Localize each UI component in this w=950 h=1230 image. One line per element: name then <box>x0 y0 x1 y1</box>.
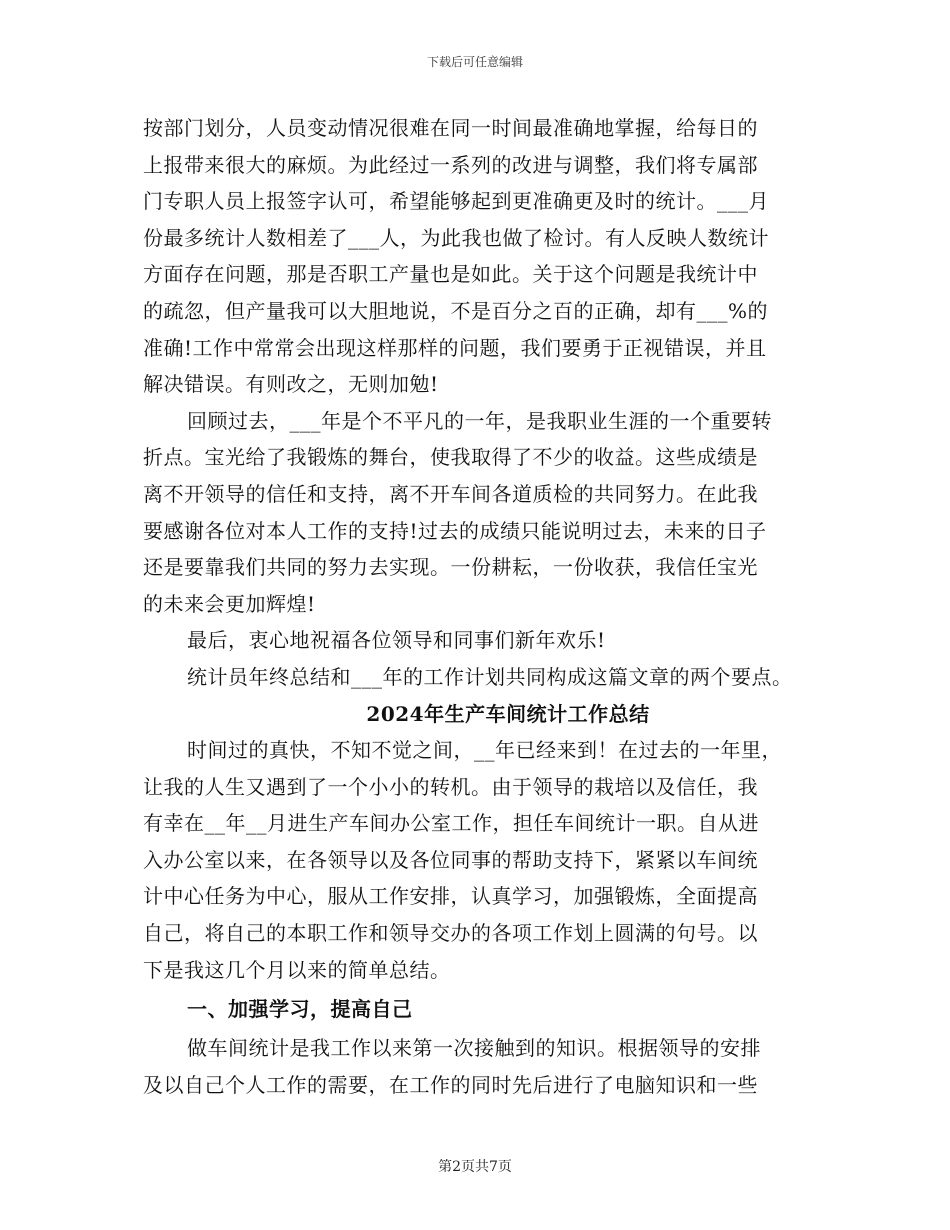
article-title: 2024年生产车间统计工作总结 <box>366 701 650 726</box>
text-line: 要感谢各位对本人工作的支持!过去的成绩只能说明过去，未来的日子 <box>143 518 767 543</box>
text-line: 入办公室以来，在各领导以及各位同事的帮助支持下，紧紧以车间统 <box>143 847 758 872</box>
text-line: 的疏忽，但产量我可以大胆地说，不是百分之百的正确，却有___%的 <box>143 298 769 323</box>
document-body <box>143 110 843 1103</box>
text-line: 折点。宝光给了我锻炼的舞台，使我取得了不少的收益。这些成绩是 <box>143 445 758 470</box>
text-line: 做车间统计是我工作以来第一次接触到的知识。根据领导的安排 <box>187 1036 761 1061</box>
text-line: 有幸在__年__月进生产车间办公室工作，担任车间统计一职。自从进 <box>143 811 759 836</box>
summary-line: 统计员年终总结和___年的工作计划共同构成这篇文章的两个要点。 <box>187 664 793 689</box>
page-indicator: 第2页共7页 <box>438 1159 512 1175</box>
text-line: 按部门划分，人员变动情况很难在同一时间最准确地掌握，给每日的 <box>143 116 758 140</box>
closing-line: 最后，衷心地祝福各位领导和同事们新年欢乐! <box>187 628 606 653</box>
text-line: 离不开领导的信任和支持，离不开车间各道质检的共同努力。在此我 <box>143 481 758 506</box>
paragraph-review <box>143 403 843 623</box>
paragraph-intro <box>143 732 843 988</box>
text-line: 还是要靠我们共同的努力去实现。一份耕耘，一份收获，我信任宝光 <box>143 555 758 580</box>
page-header-note: 下载后可任意编辑 <box>426 55 523 69</box>
text-line: 门专职人员上报签字认可，希望能够起到更准确更及时的统计。___月 <box>143 189 769 214</box>
text-line: 份最多统计人数相差了___人，为此我也做了检讨。有人反映人数统计 <box>143 225 769 250</box>
text-line: 回顾过去，___年是个不平凡的一年，是我职业生涯的一个重要转 <box>187 408 772 433</box>
text-line: 及以自己个人工作的需要，在工作的同时先后进行了电脑知识和一些 <box>143 1072 758 1097</box>
text-line: 上报带来很大的麻烦。为此经过一系列的改进与调整，我们将专属部 <box>143 152 758 177</box>
text-line: 下是我这几个月以来的简单总结。 <box>143 957 451 982</box>
text-line: 的未来会更加辉煌! <box>143 591 316 616</box>
text-line: 让我的人生又遇到了一个小小的转机。由于领导的栽培以及信任，我 <box>143 774 758 799</box>
section-heading: 一、加强学习，提高自己 <box>187 997 413 1022</box>
paragraph-study <box>143 1030 843 1103</box>
text-line: 解决错误。有则改之，无则加勉! <box>143 372 439 397</box>
text-line: 方面存在问题，那是否职工产量也是如此。关于这个问题是我统计中 <box>143 262 758 287</box>
text-line: 时间过的真快，不知不觉之间，__年已经来到！在过去的一年里， <box>187 738 782 763</box>
text-line: 计中心任务为中心，服从工作安排，认真学习，加强锻炼，全面提高 <box>143 884 758 909</box>
paragraph-continuation <box>143 110 843 403</box>
text-line: 准确!工作中常常会出现这样那样的问题，我们要勇于正视错误，并且 <box>143 335 767 360</box>
text-line: 自己，将自己的本职工作和领导交办的各项工作划上圆满的句号。以 <box>143 921 758 946</box>
